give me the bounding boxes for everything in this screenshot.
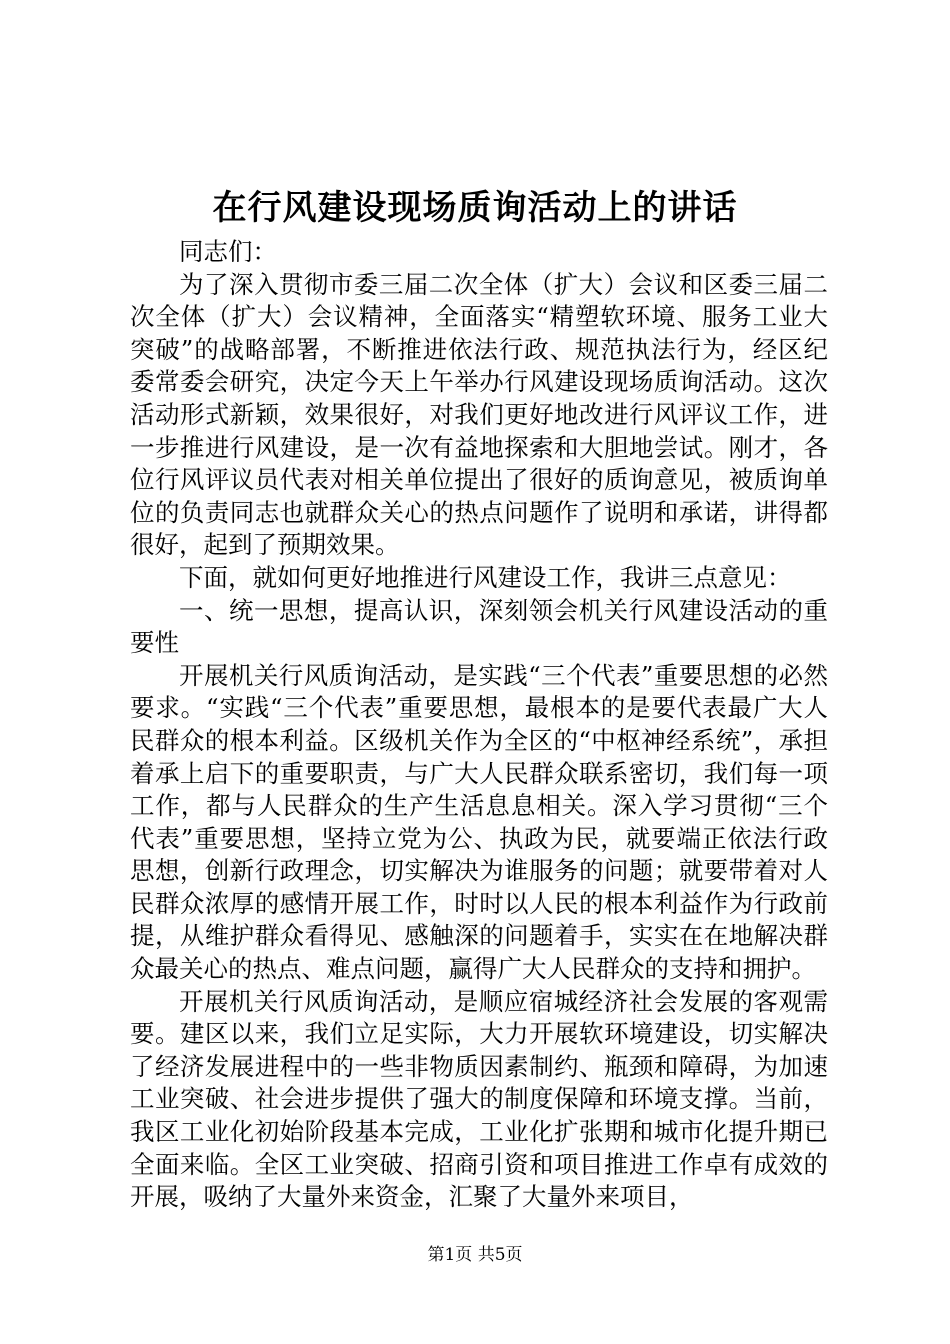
paragraph: 开展机关行风质询活动，是顺应宿城经济社会发展的客观需要。建区以来，我们立足实际，大力开展软环境建设，切实解决了经济发展进程中的一些非物质因素制约、瓶颈和障碍，为加速工业突破、社会进步提供了强大的制度保障和环境支撑。当前，我区工业化初始阶段基本完成，工业化扩张期和城市化提升期已全面来临。全区工业突破、招商引资和项目推进工作卓有成效的开展，吸纳了大量外来资金，汇聚了大量外来项目， xyxy=(130,986,828,1212)
salutation: 同志们： xyxy=(179,237,277,266)
document-body xyxy=(130,236,828,1214)
paragraph: 为了深入贯彻市委三届二次全体（扩大）会议和区委三届二次全体（扩大）会议精神，全面落实“精塑软环境、服务工业大突破”的战略部署，不断推进依法行政、规范执法行为，经区纪委常委会研究，决定今天上午举办行风建设现场质询活动。这次活动形式新颖，效果很好，对我们更好地改进行风评议工作，进一步推进行风建设，是一次有益地探索和大胆地尝试。刚才，各位行风评议员代表对相关单位提出了很好的质询意见，被质询单位的负责同志也就群众关心的热点问题作了说明和承诺，讲得都很好，起到了预期效果。 xyxy=(130,269,828,560)
page-footer: 第1页 共5页 xyxy=(427,1245,523,1265)
paragraph: 下面，就如何更好地推进行风建设工作，我讲三点意见： xyxy=(179,562,792,592)
document-title: 在行风建设现场质询活动上的讲话 xyxy=(212,188,738,228)
paragraph: 开展机关行风质询活动，是实践“三个代表”重要思想的必然要求。“实践“三个代表”重要思想，最根本的是要代表最广大人民群众的根本利益。区级机关作为全区的“中枢神经系统”，承担着承上启下的重要职责，与广大人民群众联系密切，我们每一项工作，都与人民群众的生产生活息息相关。深入学习贯彻“三个代表”重要思想，坚持立党为公、执政为民，就要端正依法行政思想，创新行政理念，切实解决为谁服务的问题；就要带着对人民群众浓厚的感情开展工作，时时以人民的根本利益作为行政前提，从维护群众看得见、感触深的问题着手，实实在在地解决群众最关心的热点、难点问题，赢得广大人民群众的支持和拥护。 xyxy=(130,660,828,984)
section-heading: 一、统一思想，提高认识，深刻领会机关行风建设活动的重要性 xyxy=(130,595,828,658)
